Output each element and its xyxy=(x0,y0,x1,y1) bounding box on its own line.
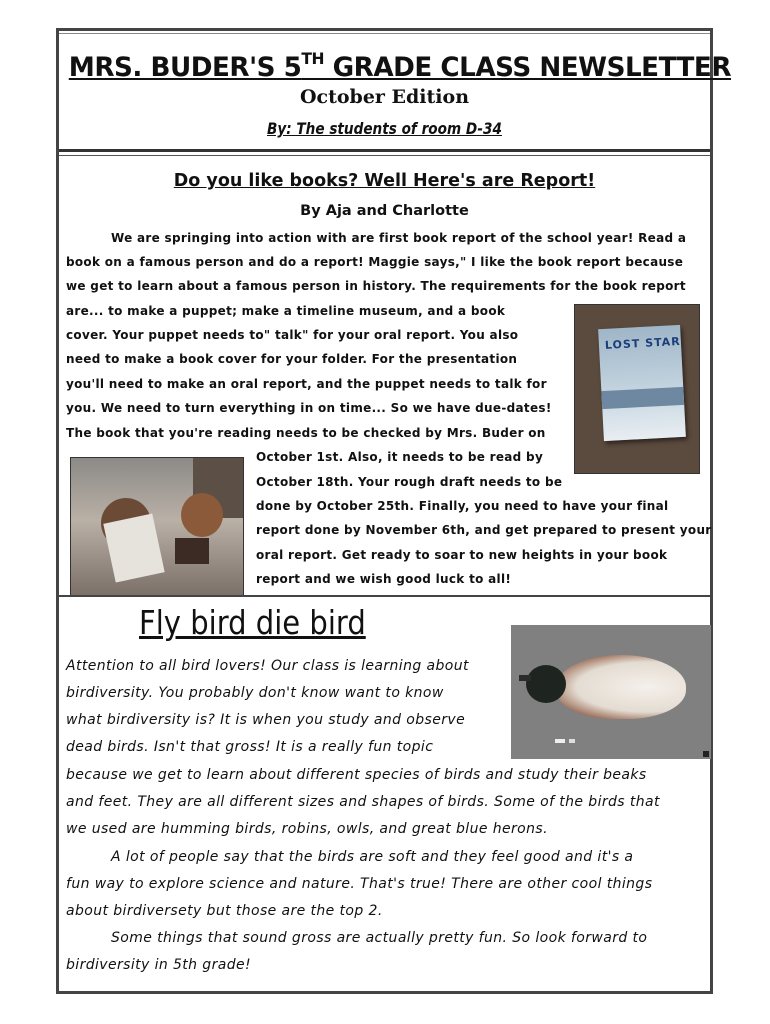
title-superscript: TH xyxy=(301,49,324,68)
book-cover-photo xyxy=(574,304,700,474)
specimen-tag-small xyxy=(569,739,575,743)
article-book-line: done by October 25th. Finally, you need to have your final xyxy=(256,499,669,513)
article-bird-line: what birdiversity is? It is when you study and observe xyxy=(66,712,466,728)
header-divider-thin xyxy=(59,155,710,156)
photo-student-right xyxy=(181,493,223,537)
photo-book-right xyxy=(175,538,209,564)
article-book-line: you'll need to make an oral report, and the puppet needs to talk for xyxy=(66,377,547,391)
newsletter-header xyxy=(59,31,732,149)
photo-corner-mark xyxy=(703,751,709,757)
article-book-line: we get to learn about a famous person in history. The requirements for the book report xyxy=(66,279,686,293)
article-book-line: The book that you're reading needs to be checked by Mrs. Buder on xyxy=(66,426,546,440)
article-bird-line: birdiversity. You probably don't know want to know xyxy=(66,685,444,701)
photo-book-left xyxy=(103,513,164,582)
article-bird-line: we used are humming birds, robins, owls, and great blue herons. xyxy=(66,821,548,837)
article-bird-line: dead birds. Isn't that gross! It is a really fun topic xyxy=(66,739,434,755)
article-book-heading: Do you like books? Well Here's are Report! xyxy=(173,171,596,191)
article-book-byline: By Aja and Charlotte xyxy=(300,203,469,219)
edition-label: October Edition xyxy=(299,86,470,108)
title-text: MRS. BUDER'S 5 xyxy=(68,52,302,83)
article-book-line: We are springing into action with are first book report of the school year! Read a xyxy=(111,231,687,245)
newsletter-byline: By: The students of room D-34 xyxy=(267,119,502,138)
article-bird-line: and feet. They are all different sizes and shapes of birds. Some of the birds that xyxy=(66,794,660,810)
article-bird-line: because we get to learn about different species of birds and study their beaks xyxy=(66,767,647,783)
article-book-line: oral report. Get ready to soar to new heights in your book xyxy=(256,548,668,562)
students-reading-photo xyxy=(70,457,244,597)
article-book-line: book on a famous person and do a report! Maggie says," I like the book report because xyxy=(66,255,684,269)
article-book-line: are... to make a puppet; make a timeline museum, and a book xyxy=(66,304,506,318)
book-cover xyxy=(598,325,686,441)
bird-beak xyxy=(519,675,531,681)
specimen-tag xyxy=(555,739,565,743)
article-book-line: you. We need to turn everything in on time... So we have due-dates! xyxy=(66,401,552,415)
article-book-line: report done by November 6th, and get prepared to present your xyxy=(256,523,712,537)
article-bird-line: A lot of people say that the birds are soft and they feel good and it's a xyxy=(111,849,634,865)
dead-bird-photo xyxy=(511,625,711,759)
article-book-line: report and we wish good luck to all! xyxy=(256,572,512,586)
newsletter-page xyxy=(56,28,732,994)
title-text-end: GRADE CLASS NEWSLETTER xyxy=(323,52,732,83)
book-cover-title: LOST STAR xyxy=(604,334,681,352)
section-divider xyxy=(59,595,710,597)
book-cover-stripe xyxy=(601,387,684,409)
header-divider xyxy=(59,149,710,152)
article-book-line: October 1st. Also, it needs to be read by xyxy=(256,450,544,464)
article-bird-heading: Fly bird die bird xyxy=(139,603,366,642)
article-bird-line: birdiversity in 5th grade! xyxy=(66,957,252,973)
article-book-line: need to make a book cover for your folder. For the presentation xyxy=(66,352,518,366)
bird-head xyxy=(526,665,566,703)
article-bird-line: Attention to all bird lovers! Our class is learning about xyxy=(66,658,469,674)
article-bird-line: Some things that sound gross are actually pretty fun. So look forward to xyxy=(111,930,648,946)
article-book-line: cover. Your puppet needs to" talk" for your oral report. You also xyxy=(66,328,519,342)
bird-body xyxy=(556,655,686,719)
article-bird-line: fun way to explore science and nature. That's true! There are other cool things xyxy=(66,876,653,892)
article-bird-line: about birdiversety but those are the top 2. xyxy=(66,903,383,919)
article-book-line: October 18th. Your rough draft needs to be xyxy=(256,475,563,489)
newsletter-title xyxy=(68,49,732,83)
